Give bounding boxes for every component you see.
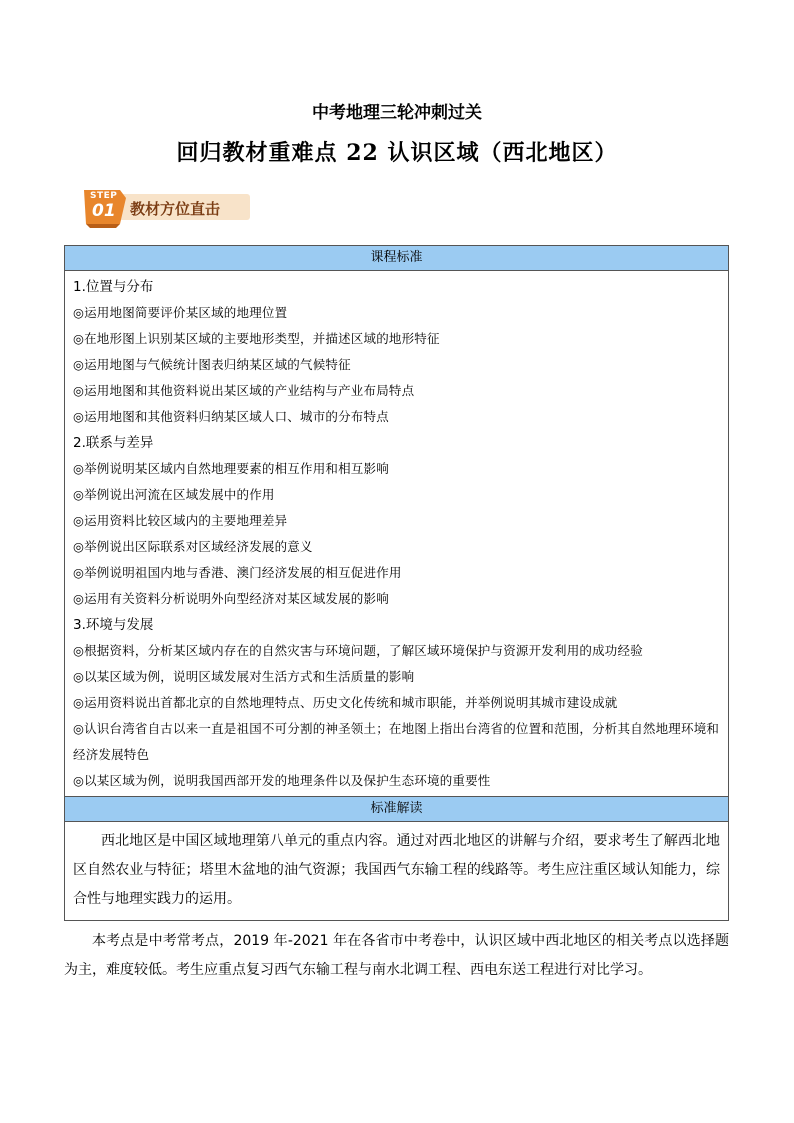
section-title: 1.位置与分布 — [73, 279, 154, 295]
curriculum-table — [64, 245, 729, 921]
course-standard-header: 课程标准 — [65, 246, 728, 271]
list-item: ◎运用地图简要评价某区域的地理位置 — [73, 305, 288, 320]
list-item: ◎在地形图上识别某区域的主要地形类型，并描述区域的地形特征 — [73, 331, 440, 346]
step-bar — [116, 194, 250, 220]
list-item: ◎运用有关资料分析说明外向型经济对某区域发展的影响 — [73, 591, 389, 606]
section-title: 2.联系与差异 — [73, 435, 154, 451]
list-item: ◎运用资料比较区域内的主要地理差异 — [73, 513, 288, 528]
list-item: ◎认识台湾省自古以来一直是祖国不可分割的神圣领土；在地图上指出台湾省的位置和范围，分析其自然地理环境和经济发展特色 — [73, 721, 720, 762]
interpretation-header: 标准解读 — [65, 796, 728, 822]
list-item: ◎举例说出区际联系对区域经济发展的意义 — [73, 539, 313, 554]
interpretation-text: 西北地区是中国区域地理第八单元的重点内容。通过对西北地区的讲解与介绍，要求考生了解西北地区自然农业与特征；塔里木盆地的油气资源；我国西气东输工程的线路等。考生应注重区域认知能力，综合性与地理实践力的运用。 — [73, 833, 720, 907]
page-title: 回归教材重难点 22 认识区域（西北地区） — [176, 140, 618, 166]
section-title: 3.环境与发展 — [73, 617, 154, 633]
list-item: ◎运用地图和其他资料说出某区域的产业结构与产业布局特点 — [73, 383, 415, 398]
list-item: ◎运用资料说出首都北京的自然地理特点、历史文化传统和城市职能，并举例说明其城市建设成就 — [73, 695, 618, 710]
list-item: ◎根据资料，分析某区域内存在的自然灾害与环境问题，了解区域环境保护与资源开发利用的成功经验 — [73, 643, 643, 658]
step-label: STEP — [90, 191, 118, 201]
standard-list — [65, 271, 728, 796]
series-title: 中考地理三轮冲刺过关 — [312, 103, 482, 123]
step-badge — [80, 188, 252, 226]
summary-paragraph: 本考点是中考常考点，2019 年-2021 年在各省市中考卷中，认识区域中西北地区的相关考点以选择题为主，难度较低。考生应重点复习西气东输工程与南水北调工程、西电东送工程进行对比学习。 — [64, 933, 729, 978]
step-number: 01 — [92, 201, 116, 221]
list-item: ◎以某区域为例，说明区域发展对生活方式和生活质量的影响 — [73, 669, 415, 684]
list-item: ◎运用地图和其他资料归纳某区域人口、城市的分布特点 — [73, 409, 389, 424]
list-item: ◎举例说出河流在区域发展中的作用 — [73, 487, 275, 502]
list-item: ◎以某区域为例，说明我国西部开发的地理条件以及保护生态环境的重要性 — [73, 773, 491, 788]
list-item: ◎举例说明祖国内地与香港、澳门经济发展的相互促进作用 — [73, 565, 402, 580]
list-item: ◎举例说明某区域内自然地理要素的相互作用和相互影响 — [73, 461, 389, 476]
step-title: 教材方位直击 — [130, 200, 221, 218]
list-item: ◎运用地图与气候统计图表归纳某区域的气候特征 — [73, 357, 351, 372]
